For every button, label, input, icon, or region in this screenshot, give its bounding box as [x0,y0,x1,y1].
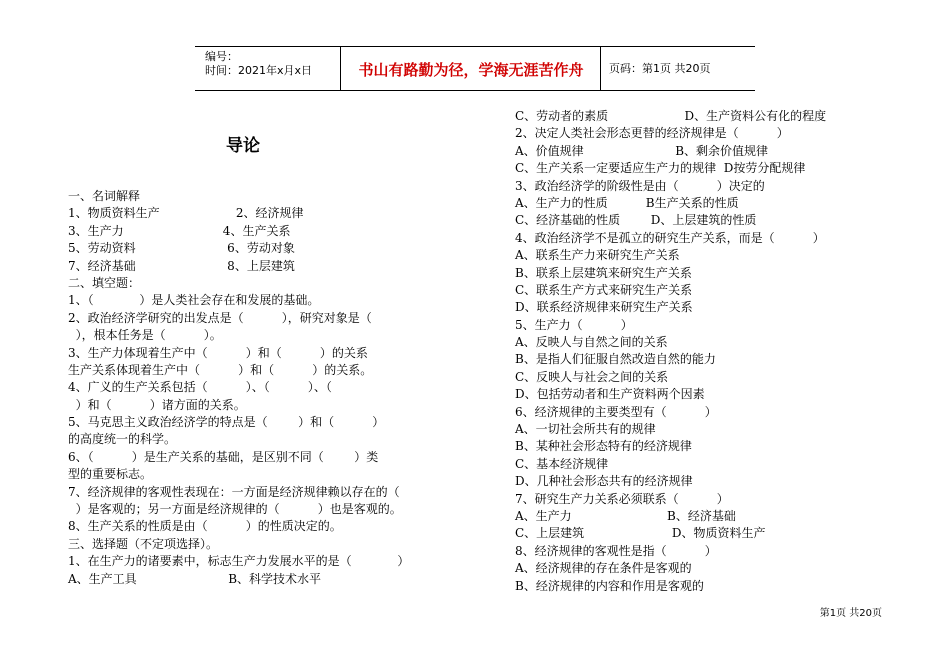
text-line: 1、物质资料生产 2、经济规律 [68,206,304,221]
text-line: 的高度统一的科学。 [68,432,177,447]
text-line: A、生产工具 B、科学技术水平 [68,571,322,586]
text-line: 7、经济基础 8、上层建筑 [68,258,295,273]
text-line: 1、（ ）是人类社会存在和发展的基础。 [68,293,320,308]
text-line: A、反映人与自然之间的关系 [515,335,668,350]
text-line: C、经济基础的性质 D、上层建筑的性质 [515,213,757,228]
text-line: ），根本任务是（ ）。 [68,328,222,343]
text-line: 8、生产关系的性质是由（ ）的性质决定的。 [68,519,342,534]
text-line: 2、政治经济学研究的出发点是（ ），研究对象是（ [68,310,372,325]
text-line: C、反映人与社会之间的关系 [515,369,669,384]
text-line: 3、生产力 4、生产关系 [68,223,291,238]
text-line: 5、劳动资料 6、劳动对象 [68,241,295,256]
text-line: 7、研究生产力关系必须联系（ ） [515,491,729,506]
text-line: C、劳动者的素质 D、生产资料公有化的程度 [515,109,827,123]
header-number-label: 编号： [205,50,238,63]
text-line: 三、选择题（不定项选择）。 [68,536,219,551]
text-line: 8、经济规律的客观性是指（ ） [515,543,717,558]
header-time-label: 时间：2021年x月x日 [205,64,313,77]
text-line: 7、经济规律的客观性表现在：一方面是经济规律赖以存在的（ [68,484,400,499]
text-line: A、价值规律 B、剩余价值规律 [515,143,769,158]
text-line: B、某种社会形态特有的经济规律 [515,439,692,454]
text-line: C、生产关系一定要适应生产力的规律 D按劳分配规律 [515,161,806,176]
text-line: A、生产力的性质 B生产关系的性质 [515,195,739,210]
text-line: A、生产力 B、经济基础 [515,508,736,523]
header-rule-bottom [195,90,755,91]
text-line: A、经济规律的存在条件是客观的 [515,561,692,576]
text-line: D、几种社会形态共有的经济规律 [515,474,693,489]
left-column [68,188,448,588]
text-line: 生产关系体现着生产中（ ）和（ ）的关系。 [68,362,373,377]
text-line: 5、生产力（ ） [515,317,633,332]
text-line: 4、广义的生产关系包括（ ）、（ ）、（ [68,380,332,395]
text-line: 4、政治经济学不是孤立的研究生产关系，而是（ ） [515,230,825,245]
header-divider-2 [600,46,601,90]
text-line: 6、（ ）是生产关系的基础，是区别不同（ ）类 [68,449,379,464]
text-line: B、经济规律的内容和作用是客观的 [515,578,704,593]
text-line: 3、生产力体现着生产中（ ）和（ ）的关系 [68,345,368,360]
page-footer: 第1页 共20页 [819,608,882,619]
text-line: D、包括劳动者和生产资料两个因素 [515,387,705,402]
text-line: C、联系生产方式来研究生产关系 [515,282,693,297]
text-line: 3、政治经济学的阶级性是由（ ）决定的 [515,178,765,193]
text-line: A、一切社会所共有的规律 [515,422,656,437]
text-line: B、是指人们征服自然改造自然的能力 [515,352,716,367]
page-title: 导论 [226,136,260,156]
text-line: 一、名词解释 [68,189,141,203]
text-line: 型的重要标志。 [68,467,153,482]
text-line: 2、决定人类社会形态更替的经济规律是（ ） [515,126,789,141]
text-line: D、联系经济规律来研究生产关系 [515,300,693,315]
header-page-code: 页码：第1页 共20页 [609,62,711,75]
text-line: 二、填空题： [68,275,141,290]
header-rule-top [195,46,755,47]
text-line: 6、经济规律的主要类型有（ ） [515,404,717,419]
text-line: C、基本经济规律 [515,456,609,471]
text-line: ）是客观的；另一方面是经济规律的（ ）也是客观的。 [68,502,402,517]
text-line: 1、在生产力的诸要素中，标志生产力发展水平的是（ ） [68,554,410,569]
right-column [515,108,895,595]
text-line: B、联系上层建筑来研究生产关系 [515,265,692,280]
header-divider-1 [340,46,341,90]
text-line: ）和（ ）诸方面的关系。 [68,397,246,412]
text-line: C、上层建筑 D、物质资料生产 [515,526,766,541]
header-motto: 书山有路勤为径，学海无涯苦作舟 [358,61,584,79]
text-line: 5、马克思主义政治经济学的特点是（ ）和（ ） [68,415,385,430]
text-line: A、联系生产力来研究生产关系 [515,248,680,263]
